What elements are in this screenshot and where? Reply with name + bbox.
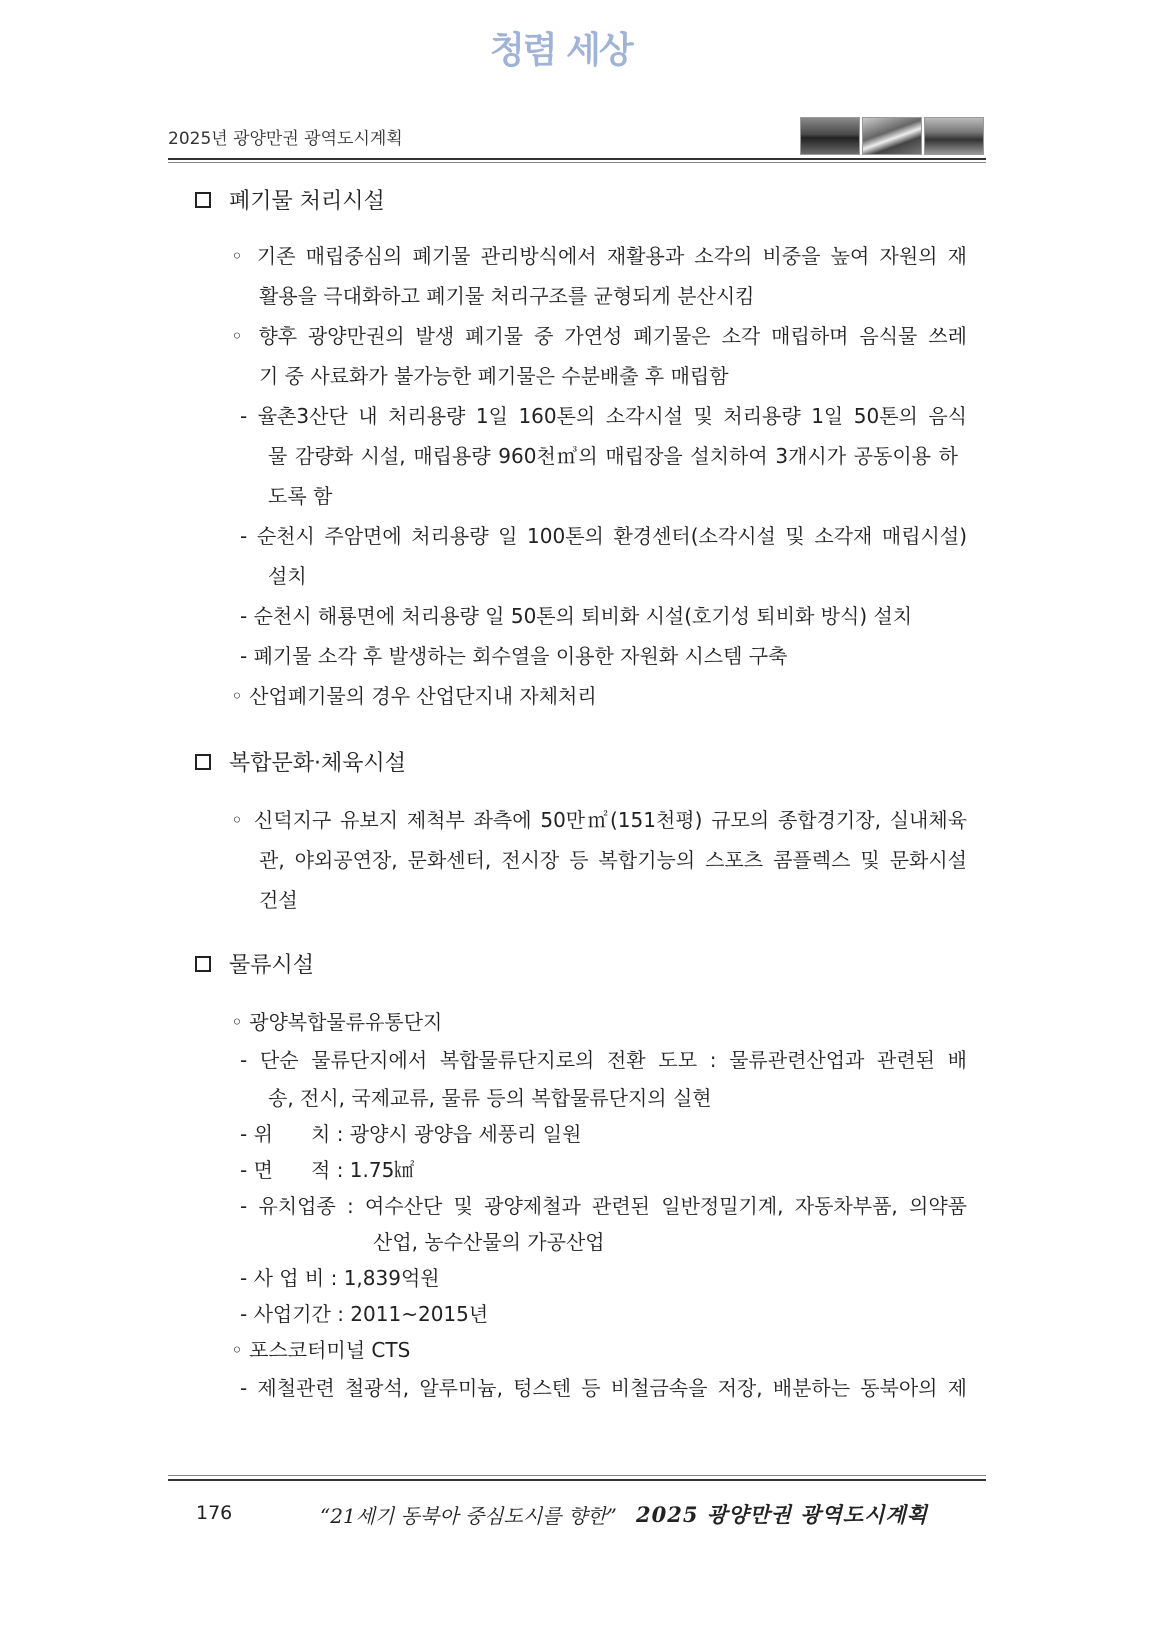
footer-rule (168, 1479, 986, 1481)
footer-rule-thin (168, 1475, 986, 1476)
bullet-line: ◦ 향후 광양만권의 발생 폐기물 중 가연성 폐기물은 소각 매립하며 음식물 쓰레 (231, 324, 967, 348)
dash-line-cont: 송, 전시, 국제교류, 물류 등의 복합물류단지의 실현 (268, 1086, 712, 1110)
header-rule (168, 158, 986, 160)
header-photo-3 (924, 117, 984, 155)
dash-line: - 율촌3산단 내 처리용량 1일 160톤의 소각시설 및 처리용량 1일 50톤의 음식 (240, 404, 967, 428)
header-title: 2025년 광양만권 광역도시계획 (168, 129, 403, 149)
dash-line-cont: 설치 (268, 564, 307, 588)
bullet-line: ◦ 광양복합물류유통단지 (231, 1010, 443, 1034)
dash-line: - 유치업종 : 여수산단 및 광양제철과 관련된 일반정밀기계, 자동차부품, 의약품 (240, 1194, 967, 1218)
dash-line: - 위 치 : 광양시 광양읍 세풍리 일원 (240, 1122, 582, 1146)
header-photo-1 (800, 117, 860, 155)
checkbox-square-icon (195, 754, 211, 770)
section-title: 복합문화·체육시설 (195, 746, 406, 777)
bullet-line: ◦ 신덕지구 유보지 제척부 좌측에 50만㎡(151천평) 규모의 종합경기장, 실내체육 (231, 808, 967, 832)
dash-line-cont: 물 감량화 시설, 매립용량 960천㎥의 매립장을 설치하여 3개시가 공동이용 하 (268, 444, 958, 468)
dash-line: - 사 업 비 : 1,839억원 (240, 1266, 440, 1290)
dash-line: - 단순 물류단지에서 복합물류단지로의 전환 도모 : 물류관련산업과 관련된 배 (240, 1048, 967, 1072)
checkbox-square-icon (195, 956, 211, 972)
logo (490, 22, 660, 70)
dash-line: - 순천시 해룡면에 처리용량 일 50톤의 퇴비화 시설(호기성 퇴비화 방식) 설치 (240, 604, 913, 628)
footer-title: 2025 광양만권 광역도시계획 (636, 1502, 928, 1527)
header-photo-strip (800, 117, 984, 155)
dash-line-cont: 도록 함 (268, 484, 333, 508)
logo-text: 청렴 세상 (490, 29, 632, 71)
section-title: 물류시설 (195, 948, 314, 979)
header-photo-2 (862, 117, 922, 155)
dash-line-cont: 산업, 농수산물의 가공산업 (373, 1230, 605, 1254)
footer-quote: “21세기 동북아 중심도시를 향한” (320, 1504, 617, 1528)
dash-line: - 폐기물 소각 후 발생하는 회수열을 이용한 자원화 시스템 구축 (240, 644, 788, 668)
bullet-line: ◦ 산업폐기물의 경우 산업단지내 자체처리 (231, 684, 597, 708)
bullet-line: ◦ 기존 매립중심의 폐기물 관리방식에서 재활용과 소각의 비중을 높여 자원의 재 (231, 244, 967, 268)
dash-line: - 면 적 : 1.75㎢ (240, 1158, 415, 1182)
bullet-line-cont: 건설 (259, 888, 298, 912)
header-rule-thin (168, 162, 986, 163)
dash-line: - 사업기간 : 2011~2015년 (240, 1302, 489, 1326)
bullet-line-cont: 기 중 사료화가 불가능한 폐기물은 수분배출 후 매립함 (259, 364, 729, 388)
dash-line: - 제철관련 철광석, 알루미늄, 텅스텐 등 비철금속을 저장, 배분하는 동북아의 제 (240, 1376, 967, 1400)
bullet-line: ◦ 포스코터미널 CTS (231, 1338, 411, 1362)
bullet-line-cont: 관, 야외공연장, 문화센터, 전시장 등 복합기능의 스포츠 콤플렉스 및 문화시설 (259, 848, 967, 872)
section-title: 폐기물 처리시설 (195, 184, 385, 215)
page-number: 176 (196, 1502, 233, 1524)
dash-line: - 순천시 주암면에 처리용량 일 100톤의 환경센터(소각시설 및 소각재 매립시설) (240, 524, 967, 548)
bullet-line-cont: 활용을 극대화하고 폐기물 처리구조를 균형되게 분산시킴 (259, 284, 755, 308)
checkbox-square-icon (195, 192, 211, 208)
